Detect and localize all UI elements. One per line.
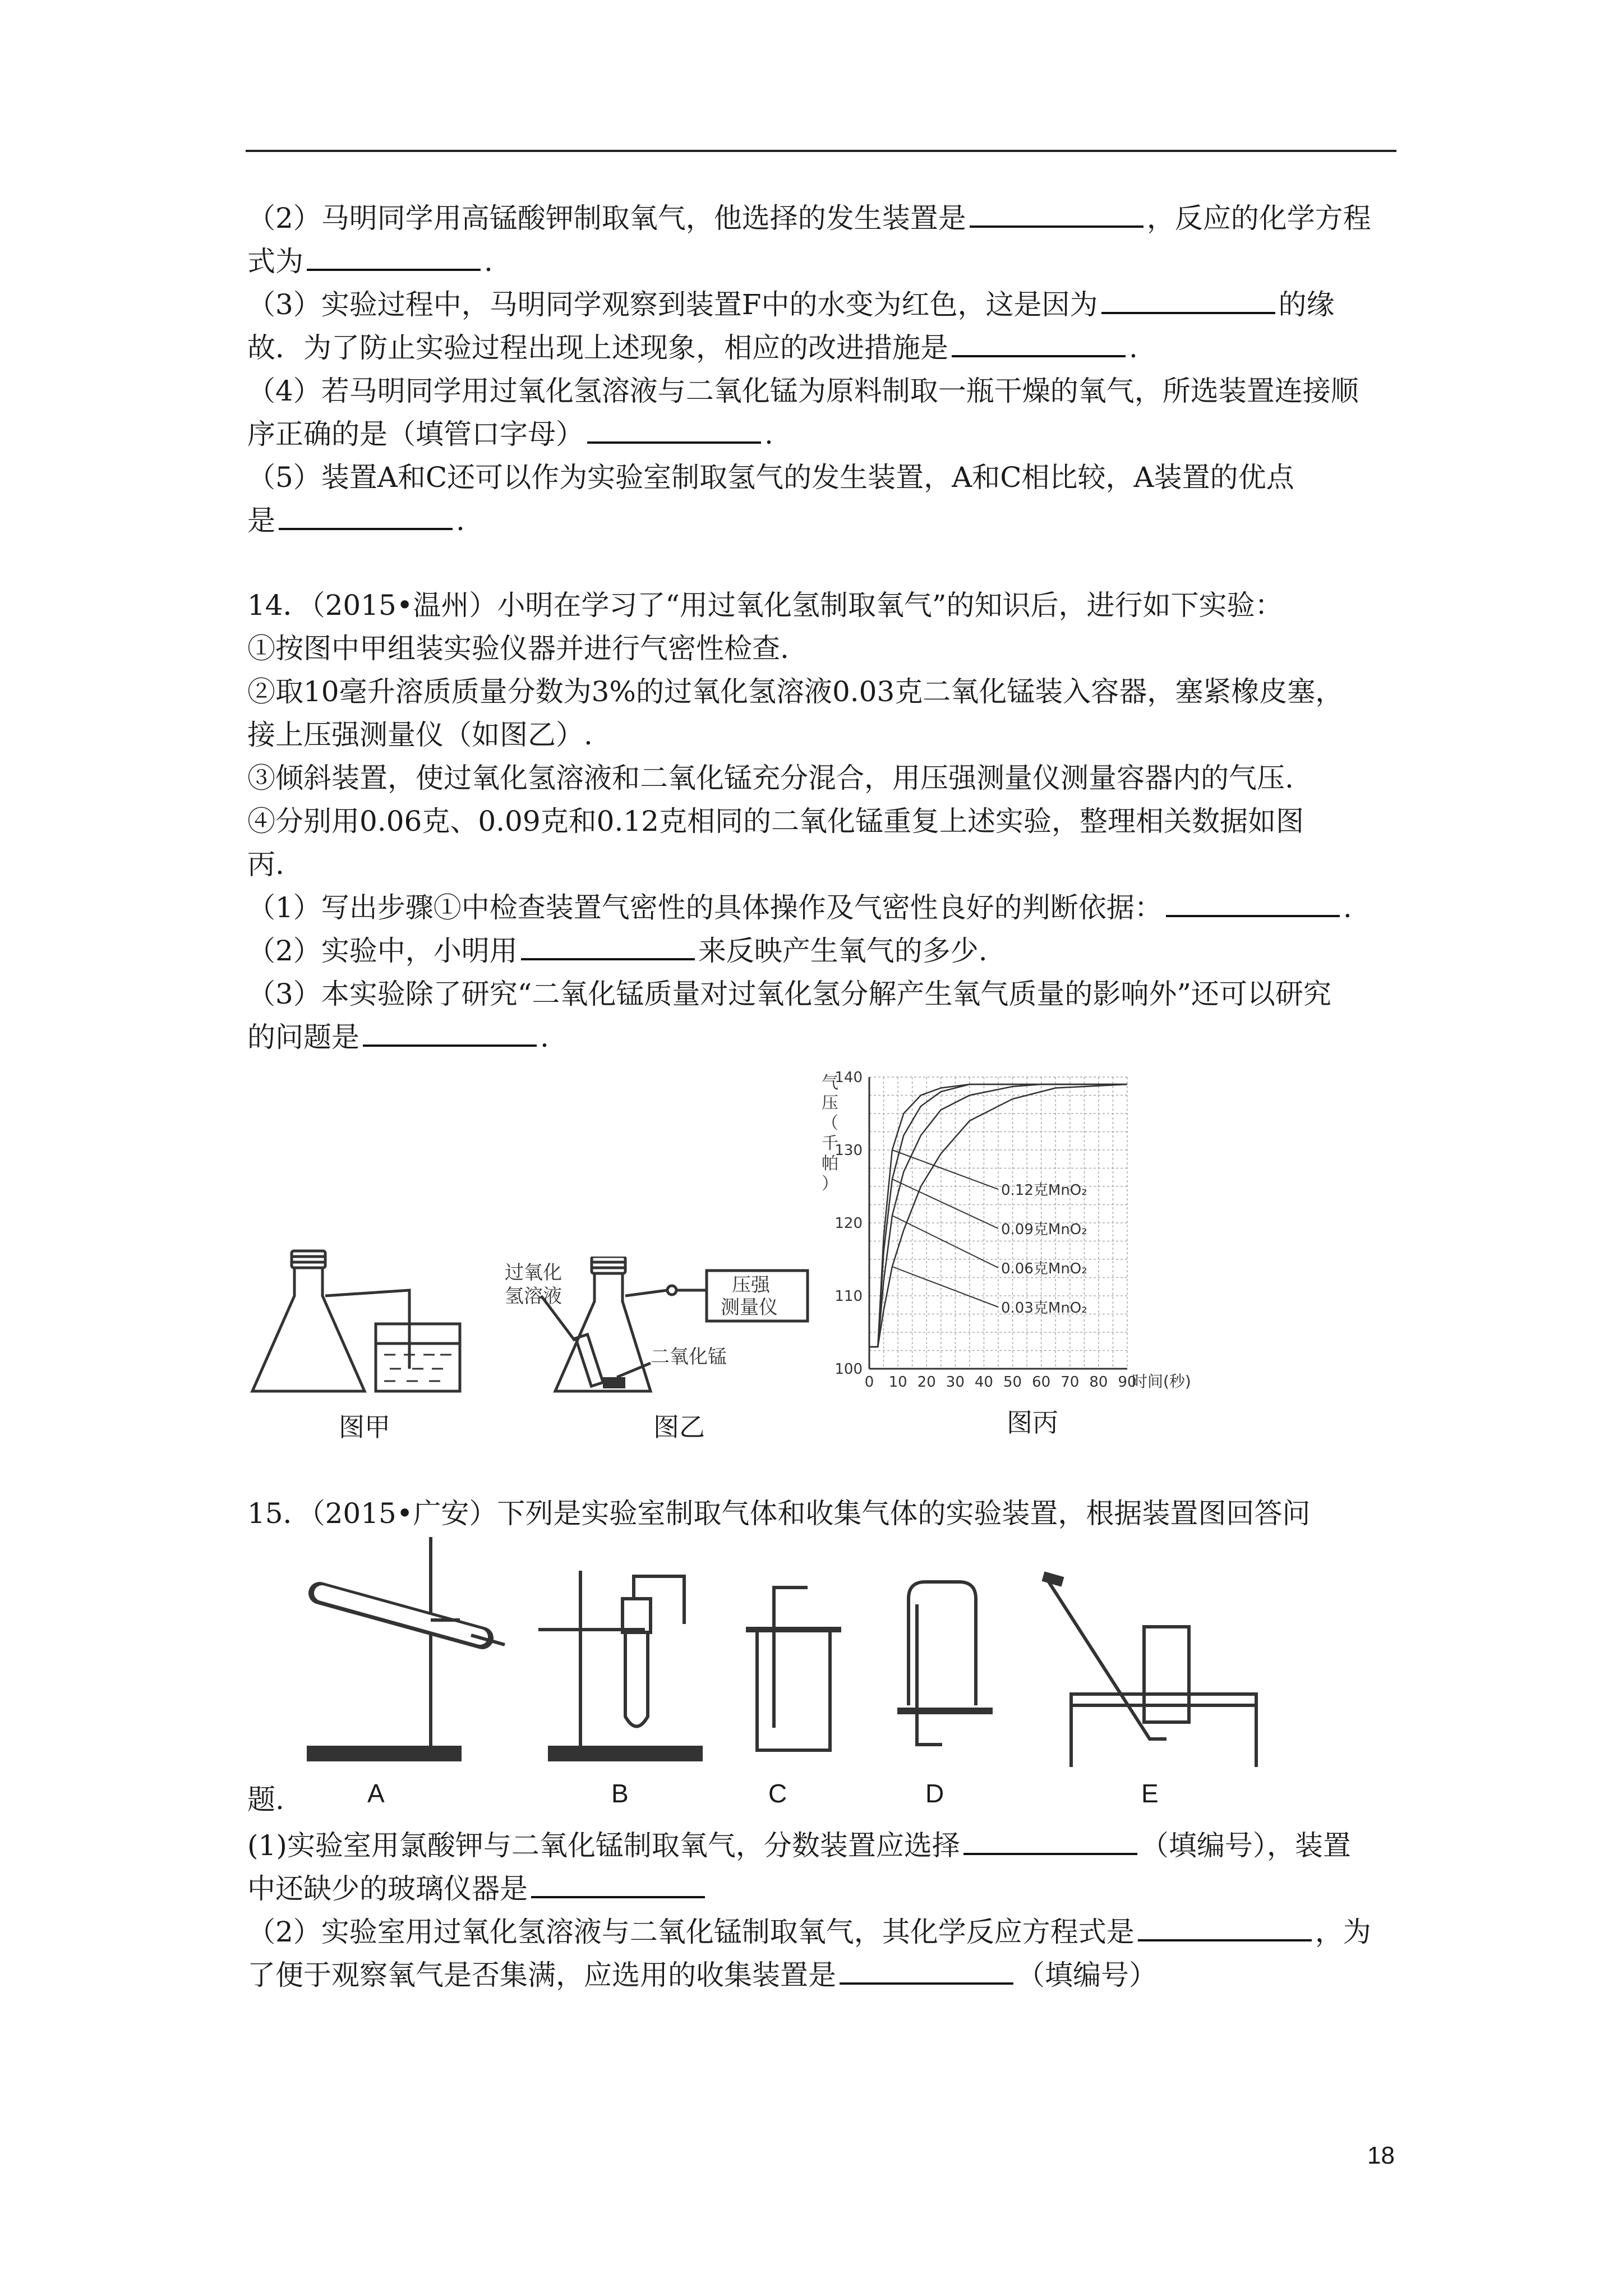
q15-part2-cont: 了便于观察氧气是否集满，应选用的收集装置是 （填编号） bbox=[247, 1959, 1157, 1991]
answer-blank[interactable] bbox=[1166, 892, 1340, 917]
x-tick-label: 70 bbox=[1061, 1374, 1080, 1391]
q14-step2: ②取10毫升溶质质量分数为3%的过氧化氢溶液0.03克二氧化锰装入容器，塞紧橡皮塞， bbox=[247, 675, 1344, 708]
yi-label-h2o2-line1: 过氧化 bbox=[505, 1262, 562, 1284]
series-leader-line bbox=[892, 1216, 998, 1268]
series-label: 0.12克MnO₂ bbox=[1001, 1182, 1087, 1199]
answer-blank[interactable] bbox=[363, 1022, 537, 1047]
yi-label-meter-line2: 测量仪 bbox=[721, 1296, 778, 1319]
apparatus-b bbox=[538, 1571, 701, 1760]
y-tick-label: 100 bbox=[834, 1361, 863, 1378]
q14-question3: （3）本实验除了研究“二氧化锰质量对过氧化氢分解产生氧气质量的影响外”还可以研究 bbox=[247, 978, 1331, 1010]
series-label: 0.06克MnO₂ bbox=[1001, 1260, 1087, 1277]
figure-jia-caption: 图甲 bbox=[339, 1412, 390, 1442]
q14-step4-cont: 丙. bbox=[247, 848, 284, 881]
answer-blank[interactable] bbox=[279, 505, 453, 530]
y-tick-label: 120 bbox=[834, 1215, 863, 1232]
apparatus-e bbox=[1043, 1576, 1256, 1767]
figure-yi-flask bbox=[482, 1257, 819, 1470]
page-number: 18 bbox=[1367, 2142, 1395, 2169]
label-b: B bbox=[611, 1779, 629, 1808]
answer-blank[interactable] bbox=[952, 333, 1126, 357]
yi-label-h2o2-line2: 氢溶液 bbox=[505, 1285, 562, 1308]
q13-part3: （3）实验过程中，马明同学观察到装置F中的水变为红色，这是因为 的缘 bbox=[247, 288, 1335, 321]
answer-blank[interactable] bbox=[521, 936, 695, 960]
yi-label-mno2: 二氧化锰 bbox=[651, 1346, 727, 1368]
yi-label-meter-line1: 压强 bbox=[732, 1274, 770, 1296]
x-tick-label: 30 bbox=[946, 1374, 965, 1391]
figure-bing-chart bbox=[813, 1055, 1251, 1402]
q14-step2-cont: 接上压强测量仪（如图乙）. bbox=[247, 719, 593, 751]
q13-part4-cont: 序正确的是（填管口字母） . bbox=[247, 418, 773, 450]
label-e: E bbox=[1141, 1779, 1159, 1808]
apparatus-c bbox=[746, 1588, 841, 1750]
y-axis-label-char: 帕 bbox=[822, 1154, 838, 1174]
q14-step4: ④分别用0.06克、0.09克和0.12克相同的二氧化锰重复上述实验，整理相关数据如图 bbox=[247, 805, 1304, 838]
x-tick-label: 80 bbox=[1089, 1374, 1108, 1391]
figure-bing-caption: 图丙 bbox=[1007, 1408, 1058, 1437]
answer-blank[interactable] bbox=[307, 246, 481, 271]
answer-blank[interactable] bbox=[587, 419, 761, 444]
series-leader-line bbox=[892, 1267, 998, 1307]
q13-part2-cont: 式为 . bbox=[247, 245, 493, 278]
x-tick-label: 60 bbox=[1032, 1374, 1051, 1391]
label-d: D bbox=[925, 1779, 944, 1808]
answer-blank[interactable] bbox=[970, 203, 1144, 228]
y-tick-label: 130 bbox=[834, 1142, 863, 1159]
answer-blank[interactable] bbox=[963, 1830, 1137, 1855]
y-axis-label-char: 千 bbox=[822, 1134, 838, 1153]
y-axis-label-char: 气 bbox=[822, 1073, 838, 1093]
series-label: 0.03克MnO₂ bbox=[1001, 1300, 1087, 1317]
x-tick-label: 50 bbox=[1003, 1374, 1022, 1391]
x-tick-label: 20 bbox=[917, 1374, 936, 1391]
x-tick-label: 10 bbox=[888, 1374, 907, 1391]
q14-question3-cont: 的问题是 . bbox=[247, 1021, 549, 1053]
series-label: 0.09克MnO₂ bbox=[1001, 1221, 1087, 1238]
y-tick-label: 110 bbox=[834, 1288, 863, 1305]
q15-title: 15．（2015•广安）下列是实验室制取气体和收集气体的实验装置，根据装置图回答问 bbox=[247, 1497, 1311, 1530]
q13-part5: （5）装置A和C还可以作为实验室制取氢气的发生装置，A和C相比较，A装置的优点 bbox=[247, 461, 1294, 494]
figure-yi-caption: 图乙 bbox=[653, 1412, 705, 1442]
y-axis-label-char: ） bbox=[822, 1174, 838, 1194]
q14-question2: （2）实验中，小明用 来反映产生氧气的多少. bbox=[247, 935, 988, 967]
label-a: A bbox=[367, 1779, 385, 1808]
q15-part2: （2）实验室用过氧化氢溶液与二氧化锰制取氧气，其化学反应方程式是 ，为 bbox=[247, 1916, 1371, 1948]
q14-step1: ①按图中甲组装实验仪器并进行气密性检查. bbox=[247, 632, 789, 665]
x-tick-label: 0 bbox=[864, 1374, 874, 1391]
header-rule bbox=[246, 150, 1396, 152]
apparatus-a bbox=[308, 1537, 505, 1760]
q13-part4: （4）若马明同学用过氧化氢溶液与二氧化锰为原料制取一瓶干燥的氧气，所选装置连接顺 bbox=[247, 375, 1359, 407]
series-leader-line bbox=[892, 1150, 998, 1189]
q14-title: 14．（2015•温州）小明在学习了“用过氧化氢制取氧气”的知识后，进行如下实验： bbox=[247, 589, 1283, 622]
q13-part3-cont: 故．为了防止实验过程出现上述现象，相应的改进措施是 . bbox=[247, 332, 1138, 364]
answer-blank[interactable] bbox=[531, 1874, 705, 1898]
apparatus-d bbox=[897, 1582, 993, 1745]
apparatus-figures bbox=[303, 1526, 1396, 1767]
x-tick-label: 40 bbox=[974, 1374, 993, 1391]
q13-part5-cont: 是 . bbox=[247, 504, 465, 537]
label-c: C bbox=[768, 1779, 787, 1808]
answer-blank[interactable] bbox=[840, 1960, 1013, 1985]
answer-blank[interactable] bbox=[1138, 1917, 1312, 1941]
chart-tick-labels bbox=[822, 1069, 1191, 1391]
q15-part1: (1)实验室用氯酸钾与二氧化锰制取氧气，分数装置应选择 （填编号），装置 bbox=[247, 1829, 1351, 1862]
q15-title-cont: 题. bbox=[247, 1783, 284, 1816]
y-axis-label-char: 压 bbox=[822, 1093, 838, 1113]
q15-part1-cont: 中还缺少的玻璃仪器是 bbox=[247, 1867, 1398, 1911]
y-axis-label-char: （ bbox=[822, 1114, 838, 1133]
q14-step3: ③倾斜装置，使过氧化氢溶液和二氧化锰充分混合，用压强测量仪测量容器内的气压. bbox=[247, 762, 1294, 794]
q14-question1: （1）写出步骤①中检查装置气密性的具体操作及气密性良好的判断依据： . bbox=[247, 891, 1352, 924]
q13-part2: （2）马明同学用高锰酸钾制取氧气，他选择的发生装置是 ，反应的化学方程 bbox=[247, 202, 1371, 234]
y-tick-label: 140 bbox=[834, 1069, 863, 1086]
x-axis-label: 时间(秒) bbox=[1132, 1372, 1191, 1391]
x-tick-label: 90 bbox=[1118, 1374, 1137, 1391]
answer-blank[interactable] bbox=[1101, 289, 1275, 314]
